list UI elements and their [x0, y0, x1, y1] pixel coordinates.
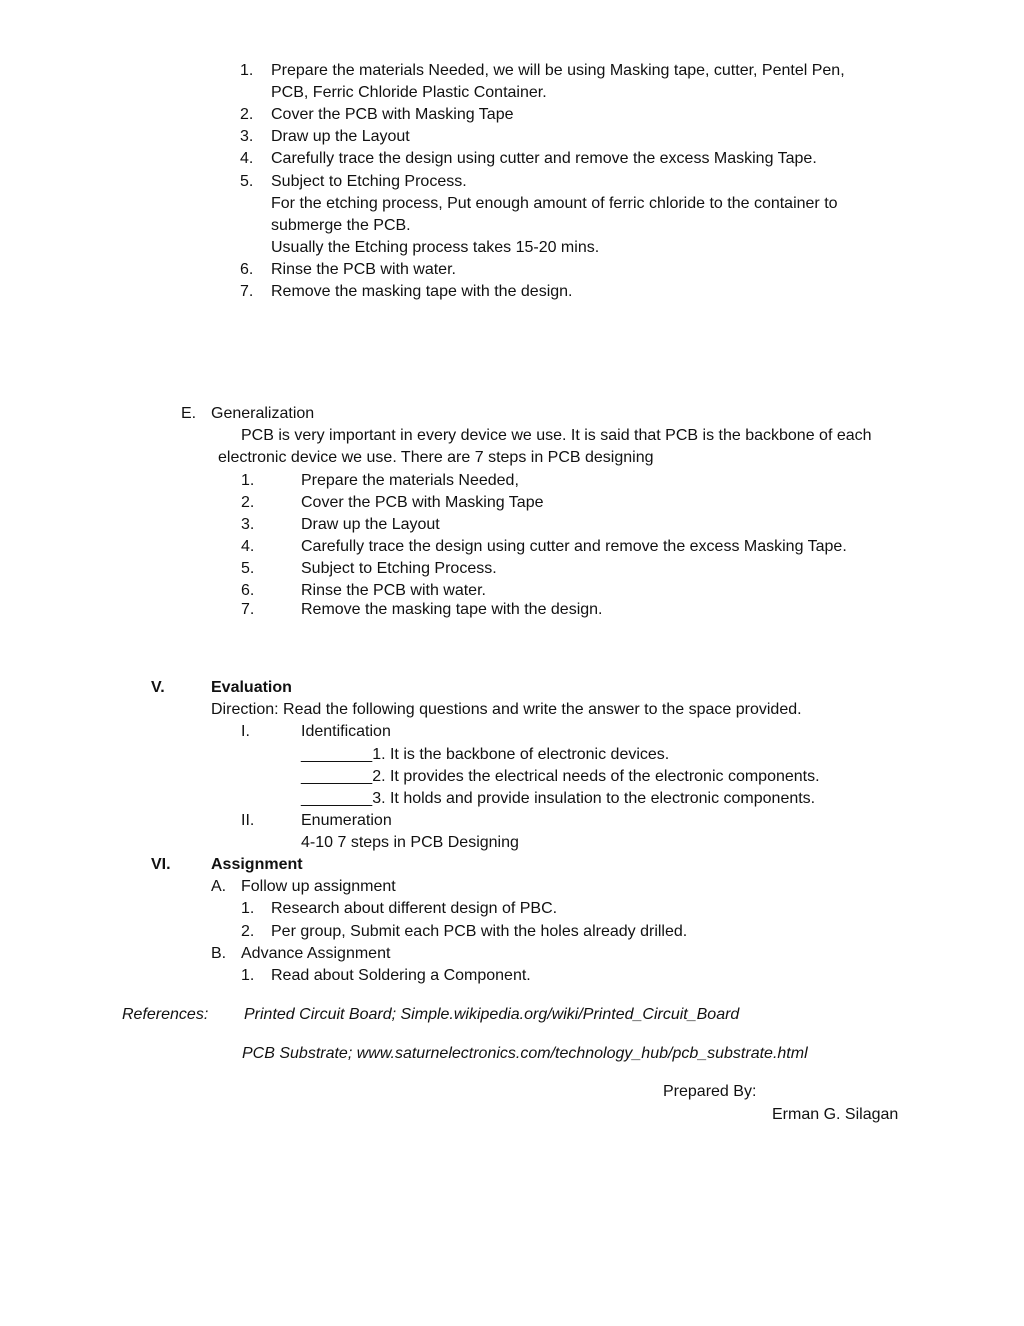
part-heading: Identification: [301, 723, 391, 740]
section-heading: Evaluation: [211, 679, 292, 696]
step-number: 2.: [241, 494, 255, 511]
list-item: Research about different design of PBC.: [271, 900, 558, 917]
step-number: 5.: [240, 173, 254, 190]
step-text: Rinse the PCB with water.: [301, 582, 486, 599]
step-number: 7.: [240, 283, 254, 300]
paragraph-line: electronic device we use. There are 7 steps in PCB designing: [218, 449, 654, 466]
step-text: Usually the Etching process takes 15-20 mins.: [271, 239, 600, 256]
step-number: 4.: [240, 150, 254, 167]
step-text: Prepare the materials Needed, we will be using Masking tape, cutter, Pentel Pen,: [271, 62, 845, 79]
step-number: 4.: [241, 538, 255, 555]
step-number: 1.: [241, 472, 255, 489]
step-text: PCB, Ferric Chloride Plastic Container.: [271, 84, 547, 101]
section-heading: Generalization: [211, 405, 315, 422]
prepared-by-label: Prepared By:: [663, 1083, 757, 1100]
step-text: Cover the PCB with Masking Tape: [271, 106, 514, 123]
direction-text: Direction: Read the following questions and write the answer to the space provided.: [211, 701, 802, 718]
step-number: 3.: [240, 128, 254, 145]
step-text: Cover the PCB with Masking Tape: [301, 494, 544, 511]
part-number: II.: [241, 812, 255, 829]
list-number: 1.: [241, 967, 255, 984]
step-number: 3.: [241, 516, 255, 533]
step-number: 5.: [241, 560, 255, 577]
step-text: Carefully trace the design using cutter and remove the excess Masking Tape.: [271, 150, 817, 167]
section-letter: E.: [181, 405, 197, 422]
section-heading: Assignment: [211, 856, 303, 873]
author-name: Erman G. Silagan: [772, 1106, 899, 1123]
step-text: Remove the masking tape with the design.: [301, 601, 603, 618]
list-number: 2.: [241, 923, 255, 940]
step-text: Subject to Etching Process.: [271, 173, 467, 190]
question-item: 4-10 7 steps in PCB Designing: [301, 834, 519, 851]
part-number: I.: [241, 723, 250, 740]
step-number: 2.: [240, 106, 254, 123]
step-text: submerge the PCB.: [271, 217, 411, 234]
reference-item: Printed Circuit Board; Simple.wikipedia.org/wiki/Printed_Circuit_Board: [244, 1006, 740, 1023]
part-heading: Enumeration: [301, 812, 392, 829]
step-text: Subject to Etching Process.: [301, 560, 497, 577]
step-text: Carefully trace the design using cutter and remove the excess Masking Tape.: [301, 538, 847, 555]
question-item: ________3. It holds and provide insulation to the electronic components.: [301, 790, 816, 807]
reference-item: PCB Substrate; www.saturnelectronics.com/technology_hub/pcb_substrate.html: [242, 1045, 808, 1062]
question-item: ________2. It provides the electrical needs of the electronic components.: [301, 768, 820, 785]
step-text: Draw up the Layout: [301, 516, 440, 533]
list-item: Per group, Submit each PCB with the holes already drilled.: [271, 923, 688, 940]
step-text: Rinse the PCB with water.: [271, 261, 456, 278]
step-number: 1.: [240, 62, 254, 79]
step-number: 7.: [241, 601, 255, 618]
section-number: V.: [151, 679, 165, 696]
subsection-heading: Advance Assignment: [241, 945, 391, 962]
question-item: ________1. It is the backbone of electronic devices.: [301, 746, 670, 763]
step-text: Draw up the Layout: [271, 128, 410, 145]
step-number: 6.: [240, 261, 254, 278]
subsection-letter: A.: [211, 878, 227, 895]
references-label: References:: [122, 1006, 209, 1023]
list-number: 1.: [241, 900, 255, 917]
step-text: Remove the masking tape with the design.: [271, 283, 573, 300]
subsection-letter: B.: [211, 945, 227, 962]
step-text: For the etching process, Put enough amount of ferric chloride to the container to: [271, 195, 838, 212]
paragraph-line: PCB is very important in every device we use. It is said that PCB is the backbone of each: [241, 427, 872, 444]
subsection-heading: Follow up assignment: [241, 878, 396, 895]
step-text: Prepare the materials Needed,: [301, 472, 519, 489]
step-number: 6.: [241, 582, 255, 599]
section-number: VI.: [151, 856, 171, 873]
list-item: Read about Soldering a Component.: [271, 967, 531, 984]
